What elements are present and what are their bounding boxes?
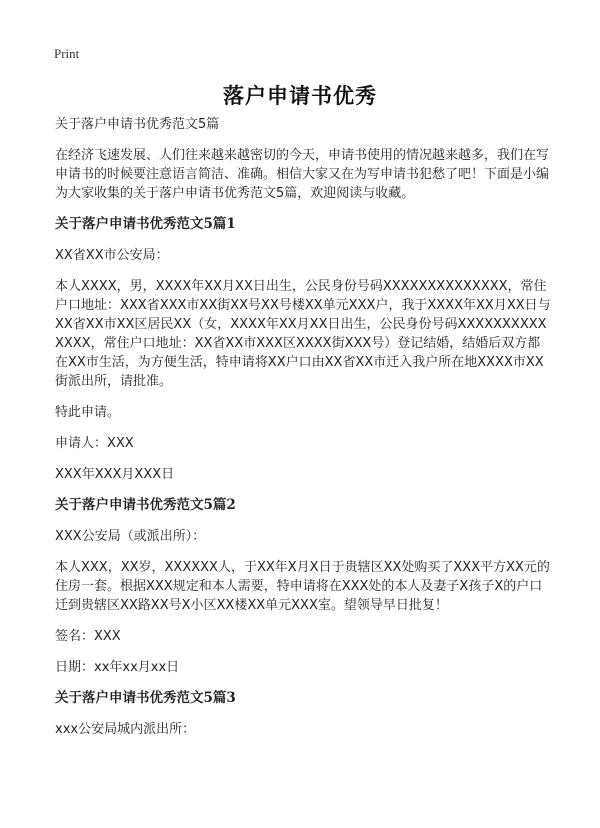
section-1-heading: 关于落户申请书优秀范文5篇1 bbox=[55, 216, 236, 232]
section-3-heading: 关于落户申请书优秀范文5篇3 bbox=[55, 690, 236, 706]
page-title: 落户申请书优秀 bbox=[223, 84, 377, 108]
section-2-heading: 关于落户申请书优秀范文5篇2 bbox=[55, 497, 236, 513]
section-2-signature: 签名：XXX bbox=[55, 629, 121, 644]
section-2-date: 日期：xx年xx月xx日 bbox=[55, 660, 180, 675]
section-2-recipient: XXX公安局（或派出所）： bbox=[55, 529, 206, 544]
section-1-closing: 特此申请。 bbox=[55, 405, 121, 420]
section-1-body: 本人XXXX，男，XXXX年XX月XX日出生，公民身份号码XXXXXXXXXXXXXX，常住户口地址：XXX省XXX市XX街XX号XX号楼XX单元XXX户，我于XXXX年XX月XX日与XX省XX市XX区居民XX（女，XXXX年XX月XX日出生，公民身份号码XXXXXXXXXXXXXX，常住户口地址：XX省XX市XXX区XXXX街XXX号）登记结婚，结婚后双方都在XX市生活，为方便生活，特申请将XX户口由XX省XX市迁入我户所在地XXXX市XX街派出所，请批准。 bbox=[55, 279, 551, 389]
section-1-recipient: XX省XX市公安局： bbox=[55, 248, 169, 263]
document-body bbox=[55, 115, 553, 751]
section-3-recipient: xxx公安局城内派出所： bbox=[55, 722, 196, 737]
print-link[interactable]: Print bbox=[54, 46, 80, 61]
intro-paragraph: 在经济飞速发展、人们往来越来越密切的今天，申请书使用的情况越来越多，我们在写申请书的时候要注意语言简洁、准确。相信大家又在为写申请书犯愁了吧！下面是小编为大家收集的关于落户申请书优秀范文5篇，欢迎阅读与收藏。 bbox=[55, 148, 550, 201]
section-2-body: 本人XXX，XX岁，XXXXXX人，于XX年X月X日于贵辖区XX处购买了XXX平方XX元的 住房一套。根据XXX规定和本人需要，特申请将在XXX处的本人及妻子X孩子X的户口迁到贵辖区XX路XX号X小区XX楼XX单元XXX室。望领导早日批复！ bbox=[55, 560, 550, 613]
subtitle: 关于落户申请书优秀范文5篇 bbox=[55, 117, 220, 132]
section-1-date: XXX年XXX月XXX日 bbox=[55, 467, 175, 482]
section-1-applicant: 申请人：XXX bbox=[55, 436, 134, 451]
